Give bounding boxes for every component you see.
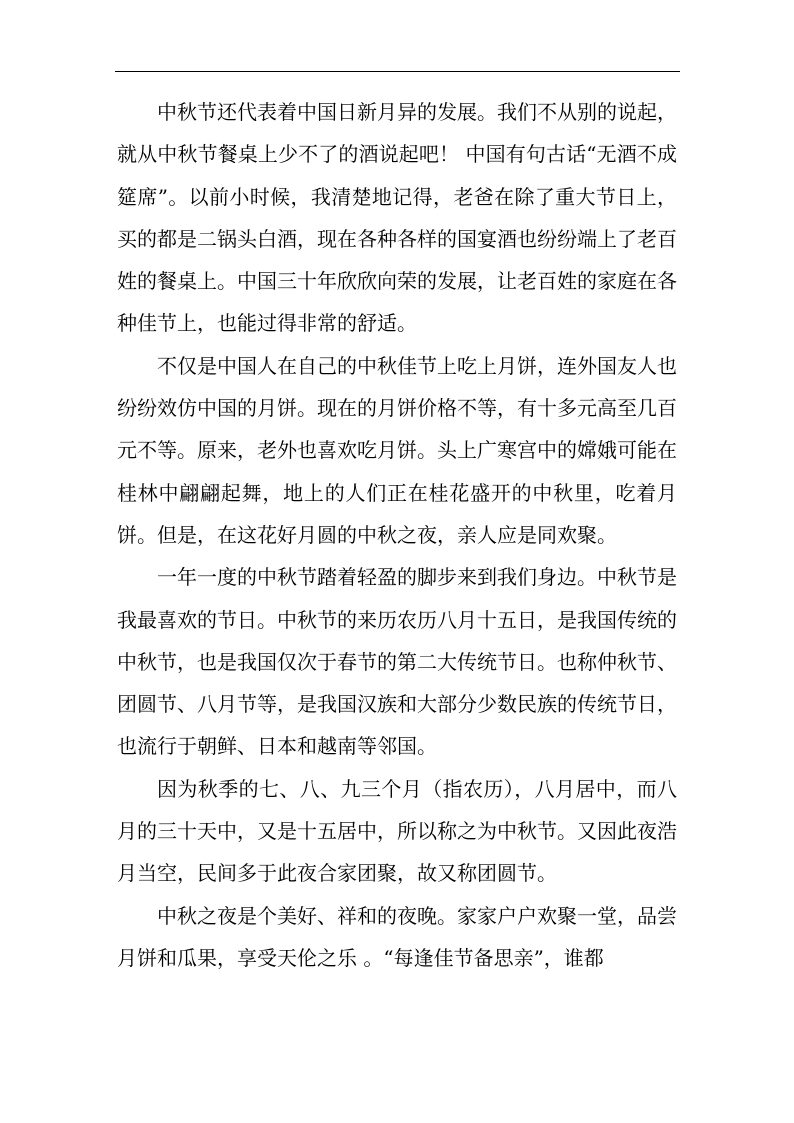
paragraph-5: 中秋之夜是个美好、祥和的夜晚。家家户户欢聚一堂，品尝月饼和瓜果，享受天伦之乐 。“每逢佳节备思亲”，谁都 xyxy=(117,903,677,970)
header-rule xyxy=(115,71,680,72)
paragraph-4: 因为秋季的七、八、九三个月（指农历），八月居中，而八月的三十天中，又是十五居中，所以称之为中秋节。又因此夜浩月当空，民间多于此夜合家团聚，故又称团圆节。 xyxy=(117,776,677,886)
paragraph-2: 不仅是中国人在自己的中秋佳节上吃上月饼，连外国友人也纷纷效仿中国的月饼。现在的月饼价格不等，有十多元高至几百元不等。原来，老外也喜欢吃月饼。头上广寒宫中的嫦娥可能在桂林中翩翩起舞，地上的人们正在桂花盛开的中秋里，吃着月饼。但是，在这花好月圆的中秋之夜，亲人应是同欢聚。 xyxy=(117,353,677,547)
body-text xyxy=(117,91,677,979)
paragraph-3: 一年一度的中秋节踏着轻盈的脚步来到我们身边。中秋节是我最喜欢的节日。中秋节的来历农历八月十五日，是我国传统的中秋节，也是我国仅次于春节的第二大传统节日。也称仲秋节、团圆节、八月节等，是我国汉族和大部分少数民族的传统节日，也流行于朝鲜、日本和越南等邻国。 xyxy=(117,565,677,759)
paragraph-1: 中秋节还代表着中国日新月异的发展。我们不从别的说起，就从中秋节餐桌上少不了的酒说起吧！ 中国有句古话“无酒不成筵席”。以前小时候，我清楚地记得，老爸在除了重大节日上，买的都是二锅头白酒，现在各种各样的国宴酒也纷纷端上了老百姓的餐桌上。中国三十年欣欣向荣的发展，让老百姓的家庭在各种佳节上，也能过得非常的舒适。 xyxy=(117,100,677,336)
